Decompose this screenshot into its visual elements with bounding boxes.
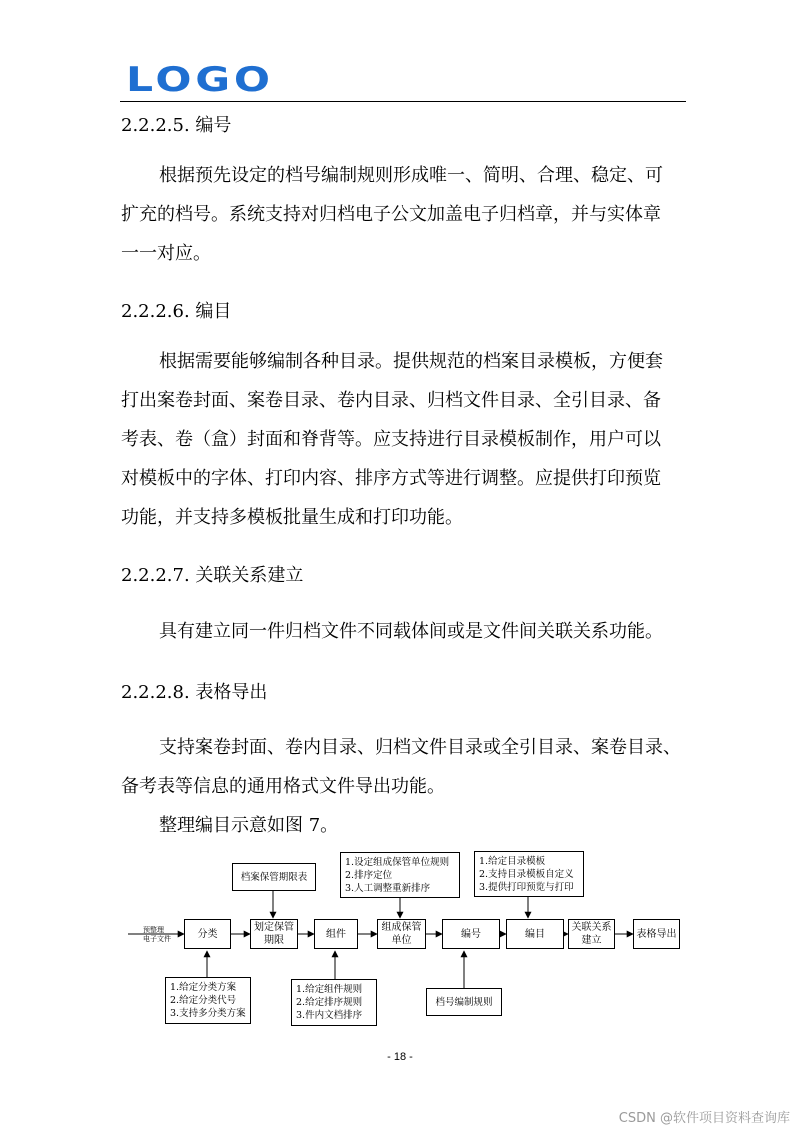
step-label: 编目 [525, 928, 545, 940]
step-label: 组件 [326, 928, 346, 940]
step-label: 表格导出 [636, 928, 677, 940]
input-label-line: 预整理 [143, 926, 164, 934]
section-heading-2-2-2-6: 2.2.2.6. 编目 [121, 301, 232, 322]
section-paragraph-2-2-2-5 [121, 156, 691, 273]
section-paragraph-2-2-2-8 [121, 728, 691, 845]
watermark: CSDN @软件项目资料查询库 [618, 1111, 790, 1126]
note-line: 1.给定目录模板 [479, 856, 546, 867]
note-line: 3.件内文档排序 [296, 1010, 363, 1021]
paragraph-line: 扩充的档号。系统支持对归档电子公文加盖电子归档章，并与实体章 [121, 204, 661, 225]
section-heading-2-2-2-5: 2.2.2.5. 编号 [121, 115, 232, 136]
step-numbering [442, 919, 500, 949]
header-rule [120, 101, 686, 102]
step-relation [568, 919, 615, 949]
note-line: 1.设定组成保管单位规则 [345, 857, 450, 868]
section-paragraph-2-2-2-7 [121, 612, 691, 651]
step-label: 关联关系 [571, 922, 612, 933]
figure-caption: 整理编目示意如图 7。 [159, 815, 339, 836]
paragraph-line: 功能，并支持多模板批量生成和打印功能。 [121, 507, 463, 528]
paragraph-line: 一一对应。 [121, 243, 211, 264]
step-component [314, 919, 358, 949]
note-component [291, 979, 377, 1026]
page-number: - 18 - [387, 1051, 413, 1063]
note-line: 2.给定排序规则 [296, 997, 363, 1008]
paragraph-line: 根据预先设定的档号编制规则形成唯一、简明、合理、稳定、可 [159, 165, 663, 186]
note-catalog [474, 851, 584, 897]
step-classify [184, 919, 231, 949]
step-label: 编号 [461, 928, 481, 940]
input-label [143, 926, 171, 944]
step-export [633, 919, 680, 949]
section-paragraph-2-2-2-6 [121, 342, 691, 537]
note-line: 3.支持多分类方案 [170, 1008, 246, 1019]
paragraph-line: 对模板中的字体、打印内容、排序方式等进行调整。应提供打印预览 [121, 468, 661, 489]
logo: LOGO [126, 60, 274, 100]
step-label: 建立 [581, 935, 602, 946]
note-retention-table [232, 863, 316, 891]
note-line: 3.提供打印预览与打印 [479, 882, 574, 893]
section-heading-2-2-2-7: 2.2.2.7. 关联关系建立 [121, 565, 304, 586]
step-label: 划定保管 [254, 922, 294, 933]
paragraph-line: 根据需要能够编制各种目录。提供规范的档案目录模板，方便套 [159, 351, 663, 372]
paragraph-line: 备考表等信息的通用格式文件导出功能。 [121, 776, 445, 797]
paragraph-line: 打出案卷封面、案卷目录、卷内目录、归档文件目录、全引目录、备 [121, 390, 661, 411]
step-label: 分类 [197, 928, 218, 940]
note-line: 1.给定组件规则 [296, 984, 363, 995]
note-line: 3.人工调整重新排序 [345, 883, 431, 894]
note-line: 档号编制规则 [435, 996, 493, 1008]
step-unit [377, 919, 426, 949]
paragraph-line: 支持案卷封面、卷内目录、归档文件目录或全引目录、案卷目录、 [159, 737, 681, 758]
paragraph-line: 具有建立同一件归档文件不同载体间或是文件间关联关系功能。 [159, 621, 663, 642]
note-archive-rule [426, 988, 502, 1016]
note-line: 2.支持目录模板自定义 [479, 869, 574, 880]
note-line: 档案保管期限表 [240, 871, 308, 883]
paragraph-line: 考表、卷（盒）封面和脊背等。应支持进行目录模板制作，用户可以 [121, 429, 661, 450]
note-line: 2.排序定位 [345, 870, 393, 881]
note-classify [165, 977, 251, 1024]
step-retention [250, 919, 298, 949]
step-catalog [506, 919, 564, 949]
input-label-line: 电子文件 [143, 935, 171, 943]
note-line: 2.给定分类代号 [170, 995, 237, 1006]
note-line: 1.给定分类方案 [170, 982, 237, 993]
note-unit-rules [340, 852, 460, 898]
step-label: 组成保管 [381, 922, 422, 933]
section-heading-2-2-2-8: 2.2.2.8. 表格导出 [121, 682, 268, 703]
step-label: 期限 [264, 935, 284, 946]
step-label: 单位 [391, 935, 412, 946]
